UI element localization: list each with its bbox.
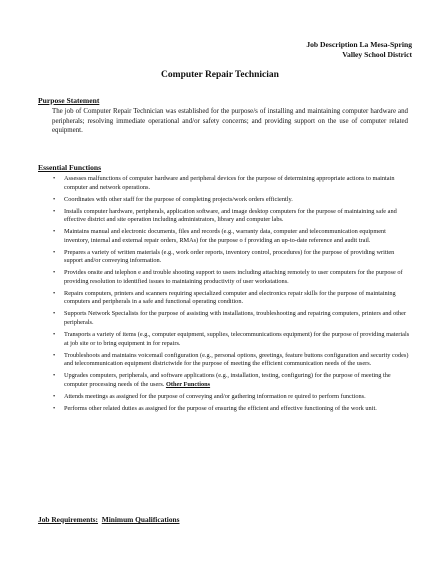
bullet-icon: • [53,289,56,297]
list-item: • Assesses malfunctions of computer hardware and peripheral devices for the purpose of determining appropriate actions to maintain computer and network operations. [53,175,395,191]
list-item: • Troubleshoots and maintains voicemail configuration (e.g., personal options, greetings, feature buttons configuration and security codes) and telecommunication equipment districtwide for the purpose of meeting the efficient communication needs of the users. [53,351,409,368]
list-item: • Prepares a variety of written materials (e.g., work order reports, inventory control, procedures) for the purpose of providing written support and/or conveying information. [53,248,395,265]
requirements-subheading: Minimum Qualifications [101,515,180,524]
list-item: • Transports a variety of items (e.g., computer equipment, supplies, telecommunications equipment) for the purpose of providing materials at job site or to bring equipment in for repairs. [53,331,410,347]
list-item: • Repairs computers, printers and scanners requiring specialized computer and electronics repair skills for the purpose of maintaining computers and peripherals in a safe and functional operating condition. [53,289,396,306]
list-item: • Provides onsite and telephon e and trouble shooting support to users including attaching remotely to user computers for the purpose of providing resolution to identified issues to maintaining productivity of user workstations. [53,269,403,285]
requirements-label: Job Requirements: [38,515,99,524]
bullet-icon: • [53,372,56,380]
other-functions-heading: Other Functions [165,380,211,388]
list-item: • Maintains manual and electronic documents, files and records (e.g., warranty data, computer and telecommunication equipment inventory, internal and external repair orders, RMAs) for the purpose o f providing an up-to-date reference and audit trail. [53,228,386,244]
list-item: • Attends meetings as assigned for the purpose of conveying and/or gathering information re quired to perform functions. [53,392,366,400]
list-item: • Supports Network Specialists for the purpose of assisting with installations, troubleshooting and repairing computers, printers and other peripherals. [53,310,407,327]
bullet-icon: • [53,248,56,256]
bullet-icon: • [53,228,56,236]
bullet-icon: • [53,175,56,182]
bullet-icon: • [53,195,56,203]
requirements-heading [38,515,180,524]
bullet-icon: • [53,269,56,277]
bullet-icon: • [53,392,56,400]
functions-list [52,175,410,417]
purpose-text: The job of Computer Repair Technician was established for the purpose/s of installing and maintaining computer hardware and peripherals; resolving immediate operational and/or safety concerns; and providing support on the use of computer related equipment. [52,108,408,135]
list-item: • Upgrades computers, peripherals, and software applications (e.g., installation, testing, configuring) for the purpose of meeting the computer processing needs of the users. Other Functions [53,372,391,388]
bullet-icon: • [53,207,56,215]
bullet-icon: • [53,331,56,339]
list-item: • Installs computer hardware, peripherals, application software, and image desktop computers for the purpose of maintaining safe and effective district and site operation including administrators, library and computer labs. [53,207,397,224]
list-item: • Coordinates with other staff for the purpose of completing projects/work orders efficiently. [53,195,293,203]
bullet-icon: • [53,404,56,412]
functions-heading: Essential Functions [38,163,102,172]
header-line-1: Job Description La Mesa-Spring [306,40,412,49]
document-title: Computer Repair Technician [161,70,279,80]
header-line-2: Valley School District [342,50,412,59]
purpose-heading: Purpose Statement [38,96,100,105]
bullet-icon: • [53,310,56,318]
bullet-icon: • [53,351,56,359]
list-item: • Performs other related duties as assigned for the purpose of ensuring the efficient and effective functioning of the work unit. [53,404,377,412]
